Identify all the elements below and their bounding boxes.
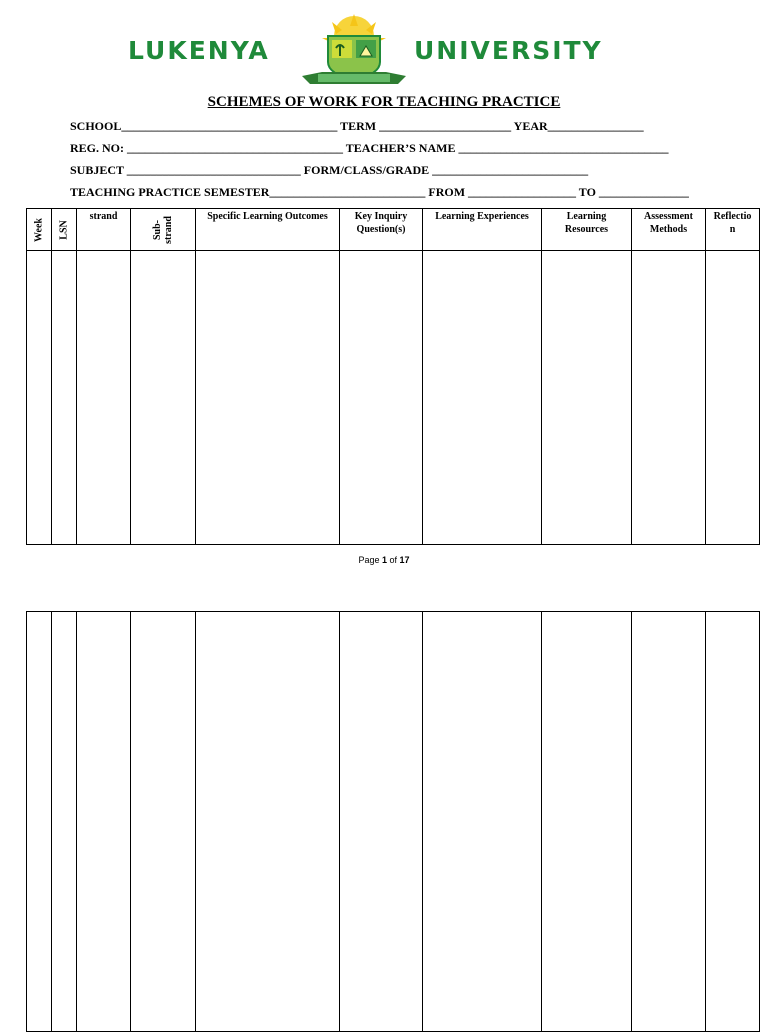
table-row <box>27 251 760 545</box>
cell-specific-learning-outcomes[interactable] <box>196 251 340 545</box>
form-line-school-term-year: SCHOOL____________________________________ TERM ______________________ YEAR________________ <box>70 119 644 133</box>
cell-learning-experiences[interactable] <box>423 251 542 545</box>
cell-key-inquiry[interactable] <box>340 612 423 1032</box>
column-header-assessment-methods: Assessment Methods <box>632 209 706 251</box>
page-number: Page 1 of 17 <box>358 555 410 565</box>
column-header-key-inquiry: Key Inquiry Question(s) <box>340 209 423 251</box>
cell-sub-strand[interactable] <box>131 251 196 545</box>
university-name-left: LUKENYA <box>128 36 270 65</box>
cell-strand[interactable] <box>77 251 131 545</box>
column-header-week: Week <box>27 209 52 251</box>
cell-week[interactable] <box>27 251 52 545</box>
cell-sub-strand[interactable] <box>131 612 196 1032</box>
table-row <box>27 612 760 1032</box>
cell-assessment-methods[interactable] <box>632 251 706 545</box>
cell-assessment-methods[interactable] <box>632 612 706 1032</box>
column-header-strand: strand <box>77 209 131 251</box>
form-line-semester-from-to: TEACHING PRACTICE SEMESTER__________________________ FROM __________________ TO _______________ <box>70 185 689 199</box>
university-name-right: UNIVERSITY <box>414 36 603 65</box>
cell-key-inquiry[interactable] <box>340 251 423 545</box>
cell-specific-learning-outcomes[interactable] <box>196 612 340 1032</box>
cell-week[interactable] <box>27 612 52 1032</box>
cell-learning-experiences[interactable] <box>423 612 542 1032</box>
cell-learning-resources[interactable] <box>542 251 632 545</box>
letterhead <box>0 14 768 88</box>
cell-reflection[interactable] <box>706 251 760 545</box>
cell-lsn[interactable] <box>52 251 77 545</box>
column-header-reflection: Reflectio n <box>706 209 760 251</box>
column-header-learning-experiences: Learning Experiences <box>423 209 542 251</box>
column-header-learning-resources: Learning Resources <box>542 209 632 251</box>
cell-learning-resources[interactable] <box>542 612 632 1032</box>
column-header-lsn: LSN <box>52 209 77 251</box>
column-header-sub-strand: Sub- strand <box>131 209 196 251</box>
scheme-table-page-2 <box>26 611 760 1032</box>
form-line-regno-teacher: REG. NO: ____________________________________ TEACHER’S NAME ___________________________________ <box>70 141 669 155</box>
form-line-subject-form: SUBJECT _____________________________ FORM/CLASS/GRADE __________________________ <box>70 163 589 177</box>
cell-lsn[interactable] <box>52 612 77 1032</box>
document-title: SCHEMES OF WORK FOR TEACHING PRACTICE <box>207 94 561 110</box>
scheme-table-page-1 <box>26 208 760 545</box>
cell-strand[interactable] <box>77 612 131 1032</box>
column-header-specific-learning-outcomes: Specific Learning Outcomes <box>196 209 340 251</box>
table-header-row <box>27 209 760 251</box>
cell-reflection[interactable] <box>706 612 760 1032</box>
university-crest-icon <box>298 14 410 88</box>
